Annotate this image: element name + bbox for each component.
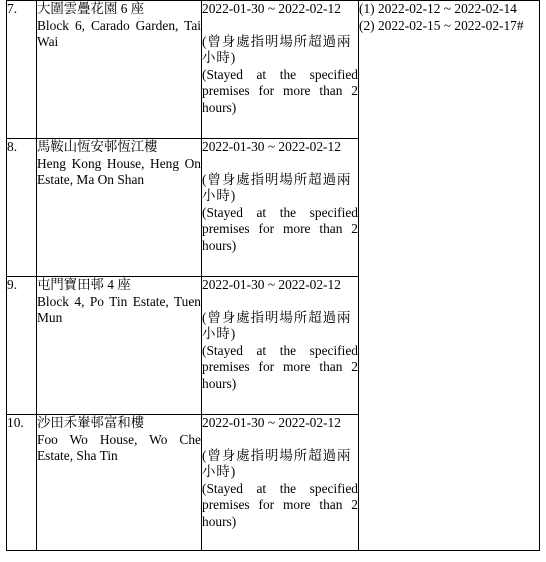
building-name-en: Block 4, Po Tin Estate, Tuen Mun [37,293,201,325]
row-number: 7. [7,1,37,139]
building-cell [37,1,202,139]
period-cell [202,277,359,415]
stay-note-en: (Stayed at the specified premises for more than 2 hours) [202,66,358,115]
building-name-zh: 大圍雲疊花園 6 座 [37,1,145,16]
building-name-zh: 馬鞍山恆安邨恆江樓 [37,139,158,154]
period-cell [202,415,359,551]
row-number: 10. [7,415,37,551]
building-name-en: Foo Wo House, Wo Che Estate, Sha Tin [37,431,201,463]
building-name-en: Block 6, Carado Garden, Tai Wai [37,17,201,49]
building-name-en: Heng Kong House, Heng On Estate, Ma On Shan [37,155,201,187]
stay-note-zh: (曾身處指明場所超過兩小時) [202,309,352,341]
stay-note-en: (Stayed at the specified premises for more than 2 hours) [202,480,358,529]
building-name-zh: 屯門寶田邨 4 座 [37,277,131,292]
building-cell [37,277,202,415]
stay-note-zh: (曾身處指明場所超過兩小時) [202,33,352,65]
table-row [7,1,540,139]
period-cell [202,139,359,277]
stay-period: 2022-01-30 ~ 2022-02-12 [202,139,341,154]
stay-note-zh: (曾身處指明場所超過兩小時) [202,447,352,479]
premises-table [6,0,540,551]
stay-note-zh: (曾身處指明場所超過兩小時) [202,171,352,203]
building-name-zh: 沙田禾輋邨富和樓 [37,415,145,430]
stay-note-en: (Stayed at the specified premises for more than 2 hours) [202,204,358,253]
building-cell [37,139,202,277]
period-cell [202,1,359,139]
building-cell [37,415,202,551]
testing-date-2: (2) 2022-02-15 ~ 2022-02-17# [359,17,524,33]
stay-period: 2022-01-30 ~ 2022-02-12 [202,415,341,430]
testing-date-1: (1) 2022-02-12 ~ 2022-02-14 [359,1,517,16]
compulsory-testing-dates-cell [359,1,540,551]
row-number: 8. [7,139,37,277]
stay-period: 2022-01-30 ~ 2022-02-12 [202,1,341,16]
stay-period: 2022-01-30 ~ 2022-02-12 [202,277,341,292]
stay-note-en: (Stayed at the specified premises for more than 2 hours) [202,342,358,391]
row-number: 9. [7,277,37,415]
